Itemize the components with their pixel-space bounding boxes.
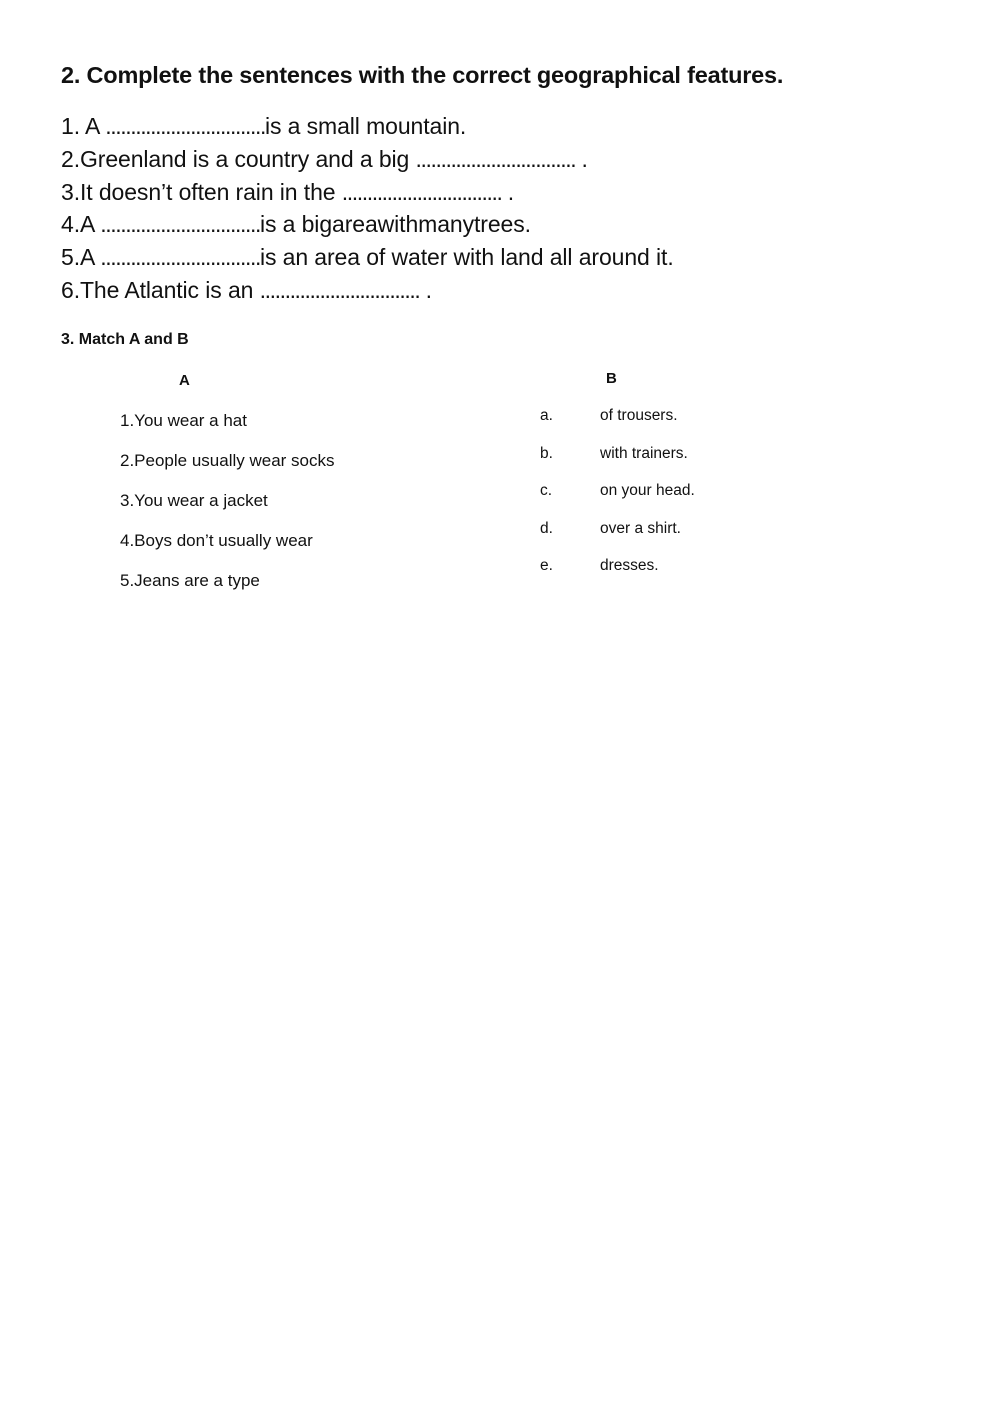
column-b-item-b[interactable]	[540, 442, 695, 480]
column-a-item-1[interactable]: 1.You wear a hat	[120, 411, 247, 430]
item-letter: c.	[540, 482, 553, 500]
sentence-text-before: 5.A	[61, 244, 101, 271]
sentence-6	[61, 274, 674, 307]
sentence-5	[61, 241, 674, 274]
column-a-item-3[interactable]: 3.You wear a jacket	[120, 491, 268, 510]
answer-blank[interactable]: ................................	[100, 211, 260, 238]
column-b-item-c[interactable]	[540, 479, 695, 517]
column-b-list	[540, 404, 695, 592]
item-text: dresses.	[600, 557, 659, 575]
item-text: of trousers.	[600, 407, 678, 424]
sentence-text-after: .	[419, 276, 432, 303]
column-a-item-5[interactable]: 5.Jeans are a type	[120, 571, 260, 590]
item-text: over a shirt.	[600, 519, 681, 537]
exercise-2-title: 2. Complete the sentences with the correct geographical features.	[61, 62, 784, 88]
sentence-2	[61, 143, 674, 176]
sentence-text-after: is a small mountain.	[264, 113, 467, 139]
sentence-1	[61, 110, 674, 143]
sentence-text-after: .	[501, 178, 515, 205]
answer-blank[interactable]: ................................	[100, 244, 260, 271]
exercise-2-sentence-list	[61, 110, 674, 307]
column-a-item-4[interactable]: 4.Boys don’t usually wear	[120, 531, 313, 550]
sentence-text-after: .	[575, 145, 588, 172]
sentence-text-before: 1. A	[61, 113, 106, 139]
sentence-text-after: is a bigareawithmanytrees.	[259, 211, 531, 238]
item-text: on your head.	[600, 482, 695, 500]
answer-blank[interactable]: ................................	[341, 178, 502, 205]
item-letter: d.	[540, 519, 553, 537]
column-b-heading: B	[606, 370, 617, 387]
item-letter: a.	[540, 407, 553, 424]
column-a-heading: A	[179, 372, 190, 389]
column-b-item-d[interactable]	[540, 517, 695, 555]
column-b-item-a[interactable]	[540, 404, 695, 442]
item-text: with trainers.	[600, 444, 688, 462]
sentence-text-before: 6.The Atlantic is an	[61, 276, 260, 303]
column-b-item-e[interactable]	[540, 554, 695, 592]
sentence-text-before: 3.It doesn’t often rain in the	[61, 178, 342, 205]
column-a-item-2[interactable]: 2.People usually wear socks	[120, 451, 335, 470]
answer-blank[interactable]: ................................	[105, 113, 265, 139]
sentence-text-after: is an area of water with land all around it.	[259, 244, 674, 271]
sentence-3	[61, 176, 674, 209]
item-letter: e.	[540, 557, 553, 575]
sentence-4	[61, 208, 674, 241]
sentence-text-before: 4.A	[61, 211, 101, 238]
answer-blank[interactable]: ................................	[259, 276, 420, 303]
answer-blank[interactable]: ................................	[415, 145, 576, 172]
column-a-list	[120, 408, 335, 608]
exercise-3-title: 3. Match A and B	[61, 331, 189, 348]
item-letter: b.	[540, 444, 553, 462]
sentence-text-before: 2.Greenland is a country and a big	[61, 145, 416, 172]
